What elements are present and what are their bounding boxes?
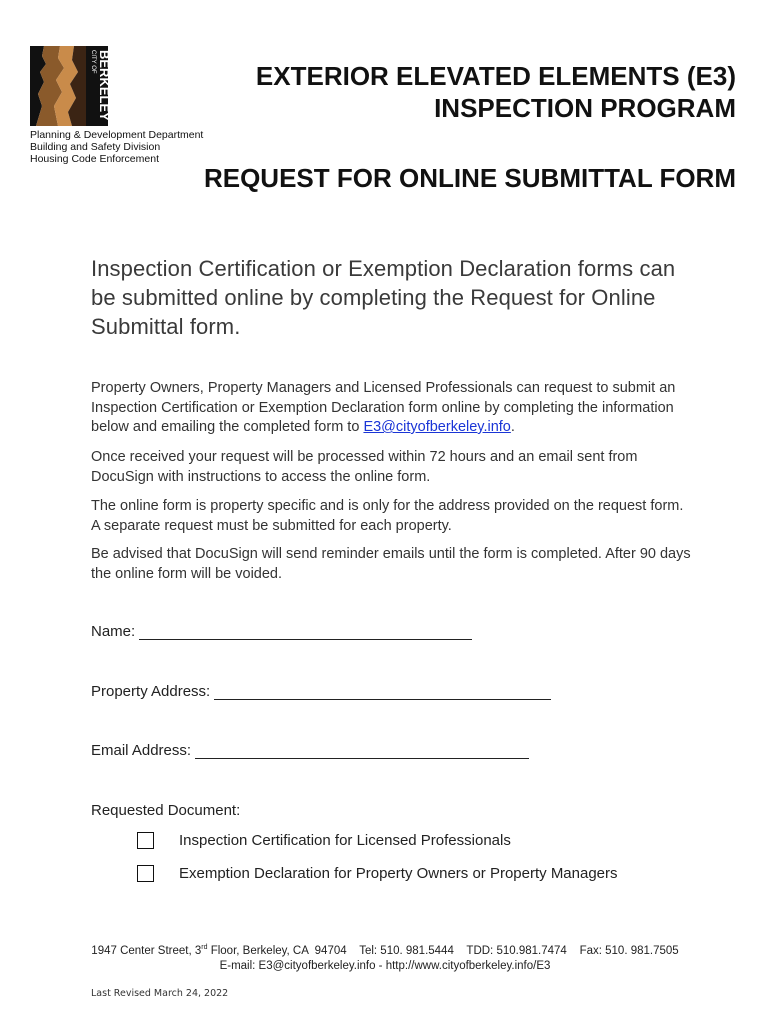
- name-field: [91, 623, 472, 640]
- footer-phones: Floor, Berkeley, CA 94704 Tel: 510. 981.5444 TDD: 510.981.7474 Fax: 510. 981.7505: [207, 944, 679, 957]
- exemption-declaration-label: Exemption Declaration for Property Owners or Property Managers: [179, 865, 618, 882]
- email-address-input-line[interactable]: [195, 744, 529, 759]
- property-address-field: [91, 683, 551, 700]
- title-line-1: EXTERIOR ELEVATED ELEMENTS (E3): [255, 61, 736, 91]
- footer-address: 1947 Center Street, 3: [91, 944, 202, 957]
- p1-end: .: [510, 419, 515, 435]
- option-exemption-declaration[interactable]: [137, 865, 618, 882]
- footer-address-sup: rd: [201, 944, 208, 951]
- property-address-label: Property Address:: [91, 683, 211, 700]
- p1-text: Property Owners, Property Managers and Licensed Professionals can request to submit an Inspection Certification or Exemption Declaration form online by completing the information below and emailing the completed form to: [91, 380, 676, 435]
- name-label: Name:: [91, 623, 136, 640]
- last-revised: Last Revised March 24, 2022: [91, 988, 229, 999]
- exemption-declaration-checkbox[interactable]: [137, 865, 154, 882]
- page-title: [256, 60, 736, 124]
- form-subtitle: REQUEST FOR ONLINE SUBMITTAL FORM: [203, 163, 736, 193]
- department-line-1: Planning & Development Department: [30, 129, 204, 141]
- property-address-input-line[interactable]: [214, 685, 551, 700]
- paragraph-property-specific: The online form is property specific and is only for the address provided on the request form. A separate request must be submitted for each property.: [91, 498, 684, 534]
- email-address-label: Email Address:: [91, 742, 192, 759]
- department-info: [30, 129, 203, 165]
- footer-contact: [0, 944, 770, 957]
- paragraph-reminder: Be advised that DocuSign will send reminder emails until the form is completed. After 90 days the online form will be voided.: [91, 546, 691, 582]
- logo-berkeley: BERKELEY: [97, 50, 112, 121]
- requested-document-label: Requested Document:: [91, 802, 241, 819]
- option-inspection-certification[interactable]: [137, 832, 511, 849]
- footer-web: E-mail: E3@cityofberkeley.info - http://www.cityofberkeley.info/E3: [219, 960, 551, 972]
- inspection-certification-label: Inspection Certification for Licensed Professionals: [179, 832, 511, 849]
- city-logo: [30, 46, 112, 126]
- logo-city-of: CITY OF: [90, 50, 96, 74]
- title-line-2: INSPECTION PROGRAM: [434, 93, 736, 123]
- intro-text: Inspection Certification or Exemption Declaration forms can be submitted online by completing the Request for Online Submittal form.: [91, 256, 676, 339]
- department-line-3: Housing Code Enforcement: [30, 153, 159, 165]
- paragraph-request-instructions: [91, 379, 691, 438]
- paragraph-processing: Once received your request will be processed within 72 hours and an email sent from DocuSign with instructions to access the online form.: [91, 449, 638, 485]
- name-input-line[interactable]: [139, 625, 472, 640]
- email-link[interactable]: E3@cityofberkeley.info: [363, 419, 511, 435]
- inspection-certification-checkbox[interactable]: [137, 832, 154, 849]
- department-line-2: Building and Safety Division: [30, 141, 161, 153]
- email-address-field: [91, 742, 529, 759]
